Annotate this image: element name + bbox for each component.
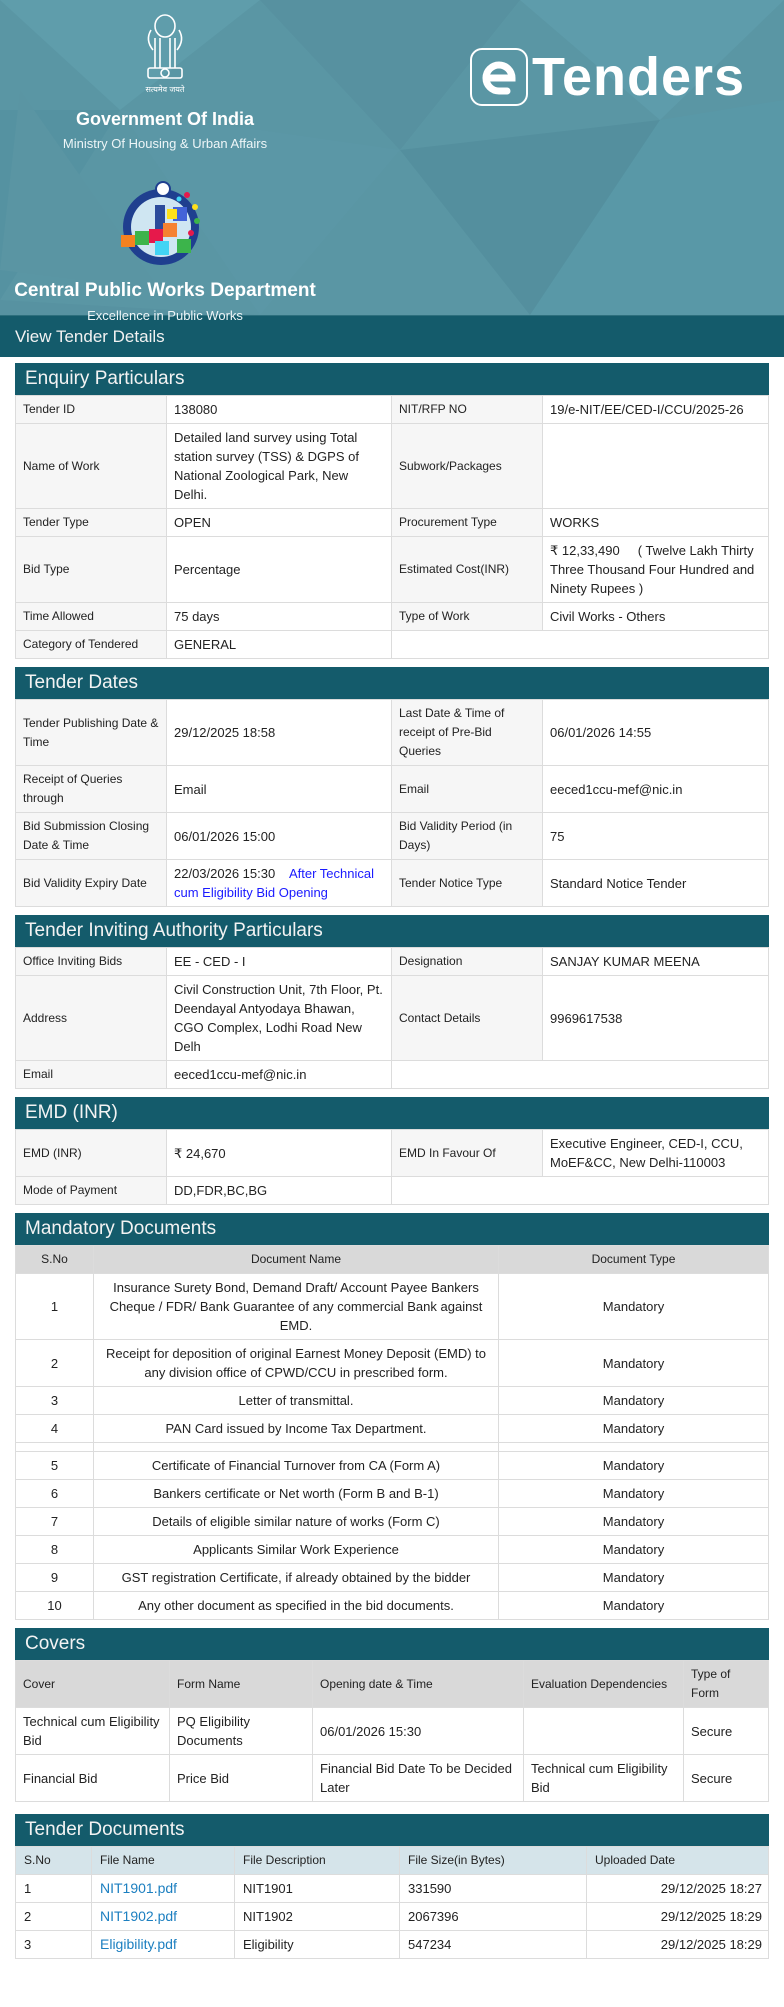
section-heading: Tender Documents (15, 1814, 769, 1846)
table-row (16, 1177, 769, 1205)
field-label: Category of Tendered (16, 631, 167, 659)
serial-number: 1 (16, 1875, 92, 1903)
covers-section (15, 1628, 769, 1802)
field-label: Tender Type (16, 509, 167, 537)
column-header: Form Name (170, 1661, 313, 1708)
field-label: Designation (392, 948, 543, 976)
serial-number: 4 (16, 1415, 94, 1443)
table-row (16, 424, 769, 509)
table-row (16, 1387, 769, 1415)
document-type: Mandatory (499, 1592, 769, 1620)
serial-number: 9 (16, 1564, 94, 1592)
authority-section (15, 915, 769, 1089)
render-artifact-row (16, 1443, 769, 1452)
table-header-row (16, 1246, 769, 1274)
table-header-row (16, 1661, 769, 1708)
notice-type-value: Standard Notice Tender (543, 860, 769, 907)
table-row (16, 1564, 769, 1592)
serial-number: 2 (16, 1903, 92, 1931)
document-name: PAN Card issued by Income Tax Department. (94, 1415, 499, 1443)
empty-cell (392, 1177, 769, 1205)
tender-documents-table (15, 1846, 769, 1959)
field-label: Email (392, 766, 543, 813)
field-label: Subwork/Packages (392, 424, 543, 509)
file-size: 2067396 (400, 1903, 587, 1931)
tender-documents-section (15, 1814, 769, 1959)
column-header: File Description (235, 1847, 400, 1875)
file-cell (92, 1931, 235, 1959)
document-name: Bankers certificate or Net worth (Form B and B-1) (94, 1480, 499, 1508)
document-name: Any other document as specified in the bid documents. (94, 1592, 499, 1620)
serial-number: 2 (16, 1340, 94, 1387)
table-row (16, 1536, 769, 1564)
table-header-row (16, 1847, 769, 1875)
query-email-value: eeced1ccu-mef@nic.in (543, 766, 769, 813)
empty-cell (16, 1443, 94, 1452)
authority-email-value: eeced1ccu-mef@nic.in (167, 1061, 392, 1089)
opening-date: 06/01/2026 15:30 (313, 1708, 524, 1755)
table-row (16, 1340, 769, 1387)
column-header: Uploaded Date (587, 1847, 769, 1875)
file-size: 331590 (400, 1875, 587, 1903)
column-header: S.No (16, 1246, 94, 1274)
table-row (16, 1415, 769, 1443)
evaluation-dependency (524, 1708, 684, 1755)
table-row (16, 1130, 769, 1177)
field-label: Last Date & Time of receipt of Pre-Bid Queries (392, 700, 543, 766)
office-value: EE - CED - I (167, 948, 392, 976)
column-header: Evaluation Dependencies (524, 1661, 684, 1708)
document-type: Mandatory (499, 1508, 769, 1536)
subwork-value (543, 424, 769, 509)
field-label: Type of Work (392, 603, 543, 631)
field-label: Estimated Cost(INR) (392, 537, 543, 603)
payment-mode-value: DD,FDR,BC,BG (167, 1177, 392, 1205)
mandatory-documents-table (15, 1245, 769, 1620)
column-header: Document Type (499, 1246, 769, 1274)
serial-number: 3 (16, 1387, 94, 1415)
field-label: NIT/RFP NO (392, 396, 543, 424)
estimated-cost-value: ₹ 12,33,490 ( Twelve Lakh Thirty Three Thousand Four Hundred and Ninety Rupees ) (543, 537, 769, 603)
department-tagline: Excellence in Public Works (87, 308, 243, 323)
serial-number: 1 (16, 1274, 94, 1340)
field-label: Contact Details (392, 976, 543, 1061)
field-label: Bid Validity Expiry Date (16, 860, 167, 907)
field-label: Bid Validity Period (in Days) (392, 813, 543, 860)
form-type: Secure (684, 1755, 769, 1802)
serial-number: 6 (16, 1480, 94, 1508)
document-name: Certificate of Financial Turnover from CA (Form A) (94, 1452, 499, 1480)
field-label: Tender ID (16, 396, 167, 424)
procurement-type-value: WORKS (543, 509, 769, 537)
form-type: Secure (684, 1708, 769, 1755)
uploaded-date: 29/12/2025 18:29 (587, 1903, 769, 1931)
tender-dates-section (15, 667, 769, 907)
table-row (16, 1274, 769, 1340)
column-header: Document Name (94, 1246, 499, 1274)
page-title: View Tender Details (0, 315, 784, 357)
field-label: Tender Publishing Date & Time (16, 700, 167, 766)
file-description: Eligibility (235, 1931, 400, 1959)
document-type: Mandatory (499, 1452, 769, 1480)
serial-number: 7 (16, 1508, 94, 1536)
tender-dates-table (15, 699, 769, 907)
table-row (16, 766, 769, 813)
section-heading: Enquiry Particulars (15, 363, 769, 395)
table-row (16, 631, 769, 659)
document-name: Letter of transmittal. (94, 1387, 499, 1415)
cover-name: Technical cum Eligibility Bid (16, 1708, 170, 1755)
table-row (16, 813, 769, 860)
column-header: File Name (92, 1847, 235, 1875)
column-header: Opening date & Time (313, 1661, 524, 1708)
file-cell (92, 1875, 235, 1903)
column-header: S.No (16, 1847, 92, 1875)
evaluation-dependency: Technical cum Eligibility Bid (524, 1755, 684, 1802)
serial-number: 8 (16, 1536, 94, 1564)
form-name: PQ Eligibility Documents (170, 1708, 313, 1755)
field-label: Bid Submission Closing Date & Time (16, 813, 167, 860)
file-description: NIT1902 (235, 1903, 400, 1931)
publishing-date-value: 29/12/2025 18:58 (167, 700, 392, 766)
bid-validity-expiry-value: 22/03/2026 15:30 (174, 866, 276, 881)
section-heading: Tender Inviting Authority Particulars (15, 915, 769, 947)
section-heading: Covers (15, 1628, 769, 1660)
type-of-work-value: Civil Works - Others (543, 603, 769, 631)
table-row (16, 1480, 769, 1508)
table-row (16, 860, 769, 907)
table-row (16, 603, 769, 631)
document-type: Mandatory (499, 1387, 769, 1415)
file-description: NIT1901 (235, 1875, 400, 1903)
tender-type-value: OPEN (167, 509, 392, 537)
contact-value: 9969617538 (543, 976, 769, 1061)
tender-id-value: 138080 (167, 396, 392, 424)
table-row (16, 976, 769, 1061)
svg-text:सत्यमेव जयते: सत्यमेव जयते (145, 85, 185, 94)
serial-number: 10 (16, 1592, 94, 1620)
bid-validity-period-value: 75 (543, 813, 769, 860)
document-type: Mandatory (499, 1536, 769, 1564)
field-label: EMD (INR) (16, 1130, 167, 1177)
cover-name: Financial Bid (16, 1755, 170, 1802)
table-row (16, 948, 769, 976)
file-download-link[interactable]: Eligibility.pdf (100, 1936, 177, 1952)
empty-cell (499, 1443, 769, 1452)
etenders-logo (470, 48, 745, 106)
emd-amount-value: ₹ 24,670 (167, 1130, 392, 1177)
table-row (16, 1903, 769, 1931)
serial-number: 3 (16, 1931, 92, 1959)
empty-cell (392, 631, 769, 659)
uploaded-date: 29/12/2025 18:29 (587, 1931, 769, 1959)
section-heading: Mandatory Documents (15, 1213, 769, 1245)
column-header: File Size(in Bytes) (400, 1847, 587, 1875)
document-name: Details of eligible similar nature of works (Form C) (94, 1508, 499, 1536)
table-row (16, 1508, 769, 1536)
submission-closing-value: 06/01/2026 15:00 (167, 813, 392, 860)
document-type: Mandatory (499, 1274, 769, 1340)
covers-table (15, 1660, 769, 1802)
header-banner (0, 0, 784, 323)
uploaded-date: 29/12/2025 18:27 (587, 1875, 769, 1903)
national-emblem-icon (135, 8, 195, 98)
field-label: Bid Type (16, 537, 167, 603)
bid-validity-expiry-cell (167, 860, 392, 907)
designation-value: SANJAY KUMAR MEENA (543, 948, 769, 976)
category-value: GENERAL (167, 631, 392, 659)
section-heading: EMD (INR) (15, 1097, 769, 1129)
field-label: Email (16, 1061, 167, 1089)
field-label: Tender Notice Type (392, 860, 543, 907)
opening-date: Financial Bid Date To be Decided Later (313, 1755, 524, 1802)
file-download-link[interactable]: NIT1902.pdf (100, 1908, 178, 1924)
table-row (16, 396, 769, 424)
empty-cell (392, 1061, 769, 1089)
field-label: Time Allowed (16, 603, 167, 631)
file-size: 547234 (400, 1931, 587, 1959)
file-download-link[interactable]: NIT1901.pdf (100, 1880, 178, 1896)
field-label: Name of Work (16, 424, 167, 509)
department-title: Central Public Works Department (14, 280, 316, 301)
prebid-query-date-value: 06/01/2026 14:55 (543, 700, 769, 766)
field-label: Procurement Type (392, 509, 543, 537)
document-name: Insurance Surety Bond, Demand Draft/ Account Payee Bankers Cheque / FDR/ Bank Guarantee of any commercial Bank against EMD. (94, 1274, 499, 1340)
bid-type-value: Percentage (167, 537, 392, 603)
column-header: Cover (16, 1661, 170, 1708)
address-value: Civil Construction Unit, 7th Floor, Pt. Deendayal Antyodaya Bhawan, CGO Complex, Lodhi Road New Delh (167, 976, 392, 1061)
document-name: Receipt for deposition of original Earnest Money Deposit (EMD) to any division office of CPWD/CCU in prescribed form. (94, 1340, 499, 1387)
section-heading: Tender Dates (15, 667, 769, 699)
time-allowed-value: 75 days (167, 603, 392, 631)
table-row (16, 1592, 769, 1620)
government-title: Government Of India (75, 109, 255, 129)
field-label: Mode of Payment (16, 1177, 167, 1205)
mandatory-documents-section (15, 1213, 769, 1620)
column-header: Type of Form (684, 1661, 769, 1708)
query-channel-value: Email (167, 766, 392, 813)
authority-table (15, 947, 769, 1089)
ministry-subtitle: Ministry Of Housing & Urban Affairs (62, 136, 268, 151)
field-label: Address (16, 976, 167, 1061)
emd-table (15, 1129, 769, 1205)
document-type: Mandatory (499, 1415, 769, 1443)
field-label: Office Inviting Bids (16, 948, 167, 976)
field-label: EMD In Favour Of (392, 1130, 543, 1177)
brand-name: Tenders (532, 47, 746, 107)
e-logo-icon (470, 48, 528, 106)
field-label: Receipt of Queries through (16, 766, 167, 813)
empty-cell (94, 1443, 499, 1452)
table-row (16, 700, 769, 766)
page-bottom-spacer (15, 1967, 769, 2007)
cpwd-logo-icon (115, 177, 215, 269)
emd-favour-value: Executive Engineer, CED-I, CCU, MoEF&CC, New Delhi-110003 (543, 1130, 769, 1177)
document-type: Mandatory (499, 1564, 769, 1592)
form-name: Price Bid (170, 1755, 313, 1802)
table-row (16, 1452, 769, 1480)
table-row (16, 1061, 769, 1089)
table-row (16, 537, 769, 603)
enquiry-table (15, 395, 769, 659)
table-row (16, 1755, 769, 1802)
validity-note: After Technical cum Eligibility Bid Opening (174, 866, 374, 900)
document-name: Applicants Similar Work Experience (94, 1536, 499, 1564)
enquiry-particulars-section (15, 363, 769, 659)
document-type: Mandatory (499, 1340, 769, 1387)
document-name: GST registration Certificate, if already obtained by the bidder (94, 1564, 499, 1592)
table-row (16, 509, 769, 537)
table-row (16, 1708, 769, 1755)
emd-section (15, 1097, 769, 1205)
table-row (16, 1931, 769, 1959)
nit-number-value: 19/e-NIT/EE/CED-I/CCU/2025-26 (543, 396, 769, 424)
file-cell (92, 1903, 235, 1931)
name-of-work-value: Detailed land survey using Total station survey (TSS) & DGPS of National Zoological Park, New Delhi. (167, 424, 392, 509)
table-row (16, 1875, 769, 1903)
serial-number: 5 (16, 1452, 94, 1480)
document-type: Mandatory (499, 1480, 769, 1508)
